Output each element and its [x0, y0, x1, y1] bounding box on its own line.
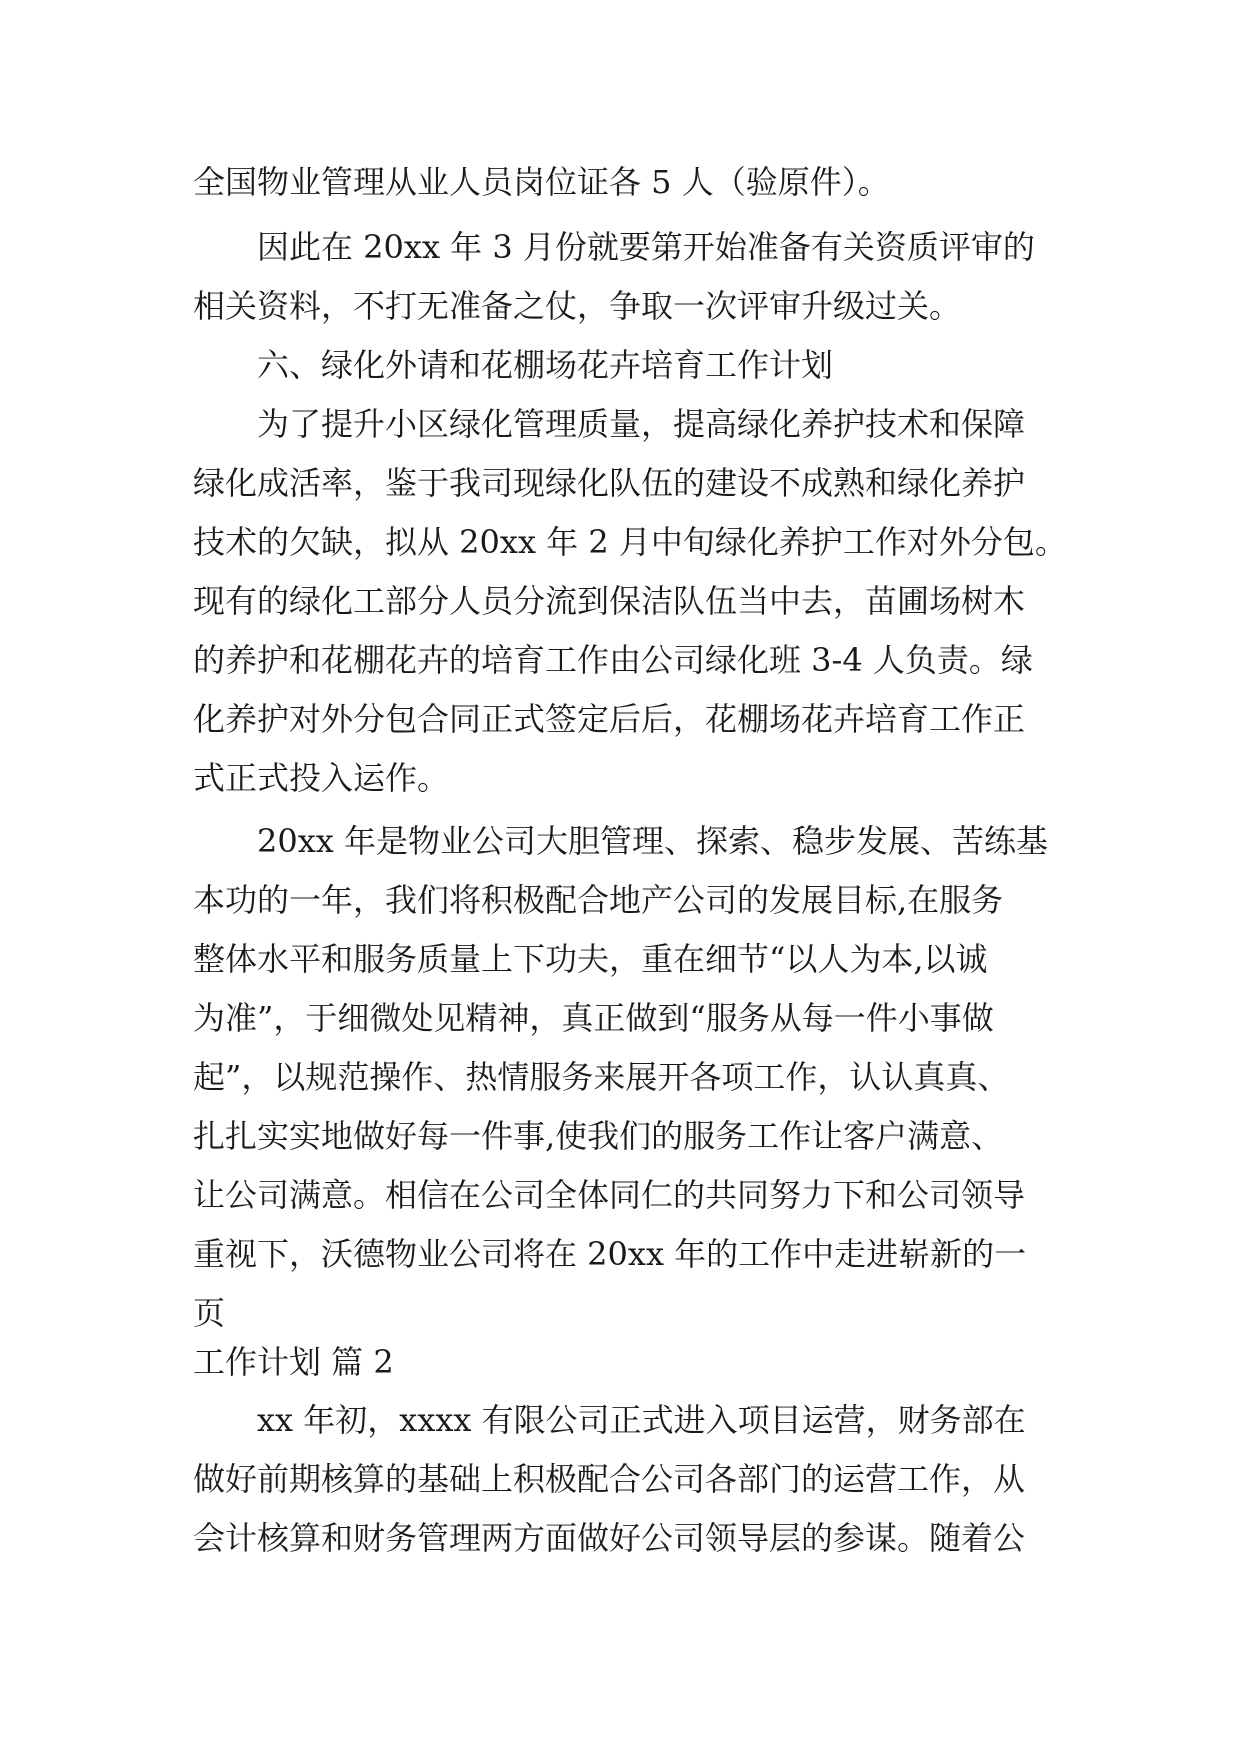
text-line: 页: [193, 1294, 226, 1332]
section-title: 工作计划 篇 2: [193, 1343, 394, 1381]
text-line: 技术的欠缺，拟从 20xx 年 2 月中旬绿化养护工作对外分包。: [193, 523, 1067, 561]
text-line: 绿化成活率，鉴于我司现绿化队伍的建设不成熟和绿化养护: [193, 464, 1026, 502]
text-line: 全国物业管理从业人员岗位证各 5 人（验原件）。: [193, 163, 890, 201]
text-line: 整体水平和服务质量上下功夫，重在细节“以人为本,以诚: [193, 940, 988, 978]
text-line: 现有的绿化工部分人员分流到保洁队伍当中去，苗圃场树木: [193, 582, 1026, 620]
paragraph-first-line: 20xx 年是物业公司大胆管理、探索、稳步发展、苦练基: [257, 822, 1048, 860]
section-heading: 六、绿化外请和花棚场花卉培育工作计划: [257, 346, 834, 384]
text-line: 让公司满意。相信在公司全体同仁的共同努力下和公司领导: [193, 1176, 1026, 1214]
text-line: 为准”，于细微处见精神，真正做到“服务从每一件小事做: [193, 999, 994, 1037]
text-line: 扎扎实实地做好每一件事,使我们的服务工作让客户满意、: [193, 1117, 1004, 1155]
text-line: 做好前期核算的基础上积极配合公司各部门的运营工作，从: [193, 1460, 1026, 1498]
text-line: 的养护和花棚花卉的培育工作由公司绿化班 3-4 人负责。绿: [193, 641, 1033, 679]
paragraph-first-line: xx 年初，xxxx 有限公司正式进入项目运营，财务部在: [257, 1401, 1026, 1439]
text-line: 本功的一年，我们将积极配合地产公司的发展目标,在服务: [193, 881, 1004, 919]
text-line: 起”，以规范操作、热情服务来展开各项工作，认认真真、: [193, 1058, 1010, 1096]
paragraph-first-line: 为了提升小区绿化管理质量，提高绿化养护技术和保障: [257, 405, 1026, 443]
text-line: 式正式投入运作。: [193, 759, 450, 797]
text-line: 会计核算和财务管理两方面做好公司领导层的参谋。随着公: [193, 1519, 1026, 1557]
text-line: 重视下，沃德物业公司将在 20xx 年的工作中走进崭新的一: [193, 1235, 1027, 1273]
text-line: 化养护对外分包合同正式签定后后，花棚场花卉培育工作正: [193, 700, 1026, 738]
paragraph-first-line: 因此在 20xx 年 3 月份就要第开始准备有关资质评审的: [257, 228, 1035, 266]
text-line: 相关资料，不打无准备之仗，争取一次评审升级过关。: [193, 287, 962, 325]
